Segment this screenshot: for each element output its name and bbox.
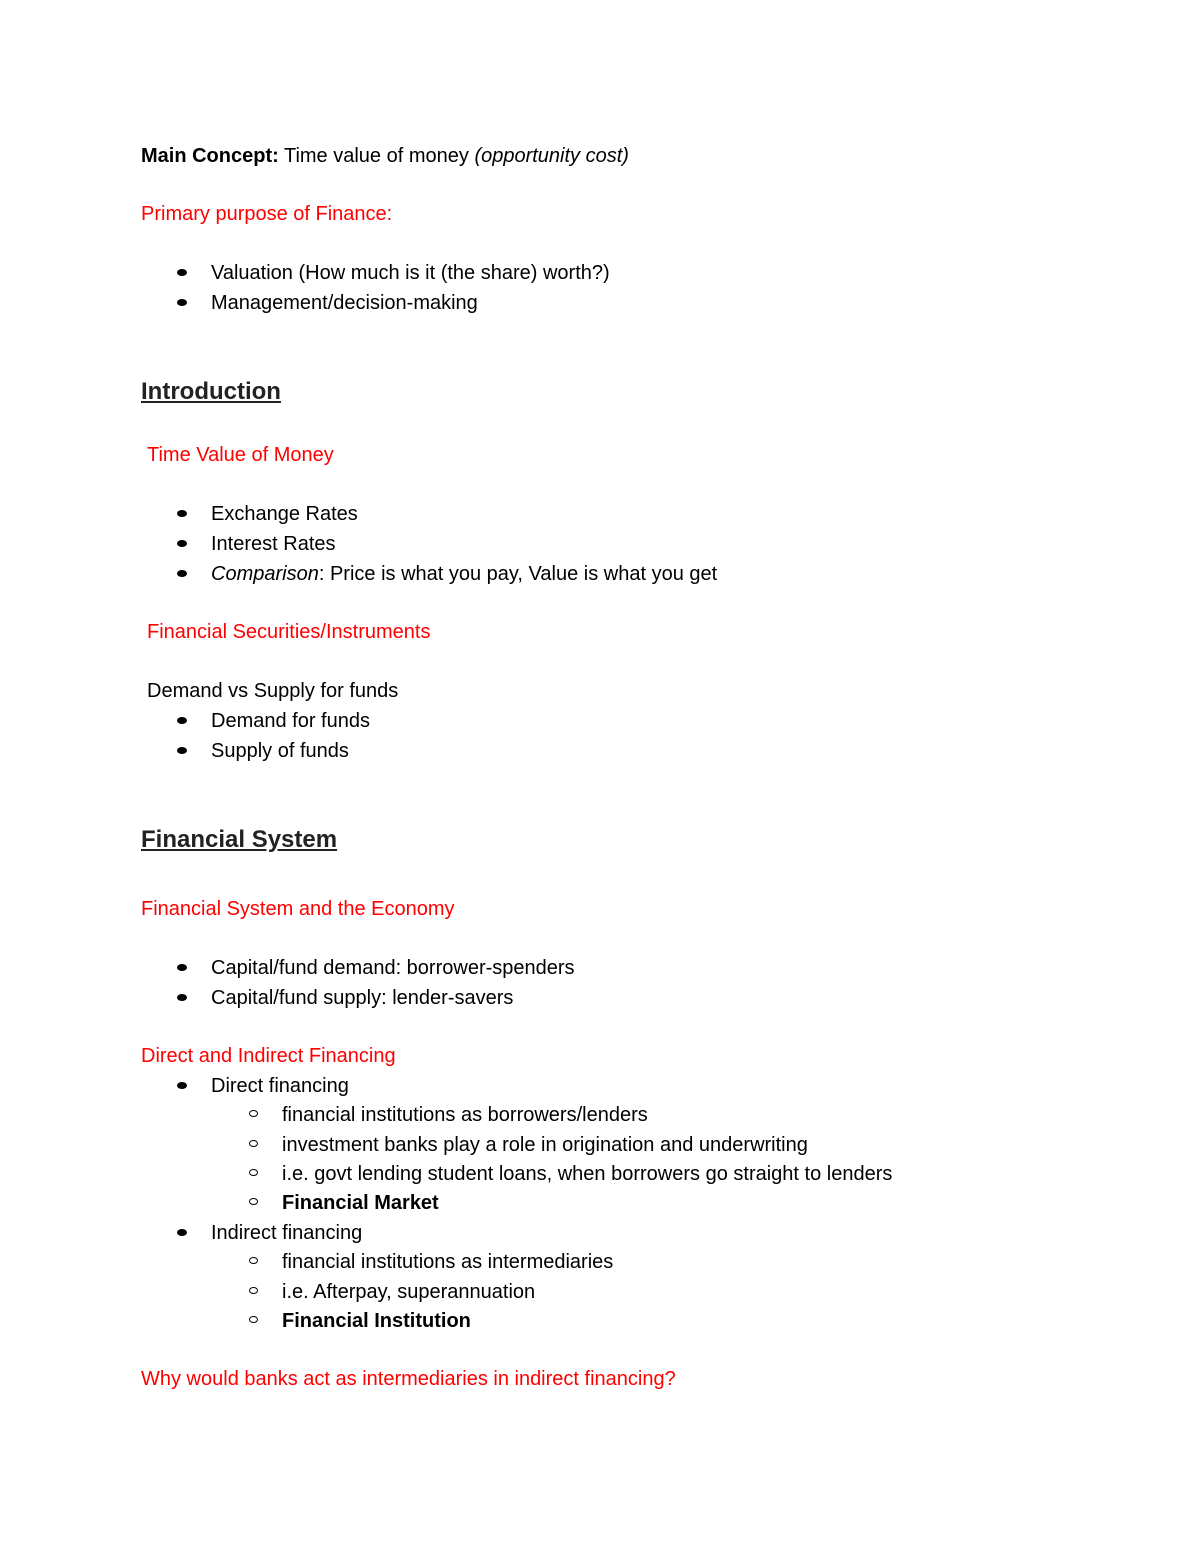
hollow-bullet-icon bbox=[249, 1110, 258, 1117]
main-concept-line bbox=[141, 146, 629, 166]
securities-title: Financial Securities/Instruments bbox=[147, 621, 431, 643]
main-concept-label: Main Concept: bbox=[141, 145, 279, 167]
list-item: Demand for funds bbox=[211, 710, 370, 732]
bullet-icon bbox=[177, 570, 187, 577]
bullet-icon bbox=[177, 747, 187, 754]
list-item: Management/decision-making bbox=[211, 292, 478, 314]
bullet-icon bbox=[177, 717, 187, 724]
financing-title: Direct and Indirect Financing bbox=[141, 1045, 396, 1067]
financial-system-heading: Financial System bbox=[141, 826, 338, 853]
sub-list-item: financial institutions as borrowers/lenders bbox=[282, 1104, 648, 1126]
bullet-icon bbox=[177, 510, 187, 517]
bullet-icon bbox=[177, 1082, 187, 1089]
list-item-direct: Direct financing bbox=[211, 1075, 349, 1097]
hollow-bullet-icon bbox=[249, 1316, 258, 1323]
list-item: Exchange Rates bbox=[211, 503, 358, 525]
hollow-bullet-icon bbox=[249, 1169, 258, 1176]
hollow-bullet-icon bbox=[249, 1198, 258, 1205]
demand-supply-title: Demand vs Supply for funds bbox=[147, 680, 399, 702]
question-text: Why would banks act as intermediaries in indirect financing? bbox=[141, 1368, 676, 1390]
bullet-icon bbox=[177, 269, 187, 276]
bullet-icon bbox=[177, 299, 187, 306]
introduction-heading: Introduction bbox=[141, 378, 281, 405]
tvm-title: Time Value of Money bbox=[147, 444, 334, 466]
hollow-bullet-icon bbox=[249, 1287, 258, 1294]
hollow-bullet-icon bbox=[249, 1257, 258, 1264]
sub-list-item: i.e. Afterpay, superannuation bbox=[282, 1281, 536, 1303]
comparison-label: Comparison bbox=[211, 563, 319, 585]
economy-title: Financial System and the Economy bbox=[141, 898, 455, 920]
list-item-indirect: Indirect financing bbox=[211, 1222, 363, 1244]
list-item: Capital/fund demand: borrower-spenders bbox=[211, 957, 575, 979]
primary-purpose-title: Primary purpose of Finance: bbox=[141, 203, 393, 225]
sub-list-item: i.e. govt lending student loans, when borrowers go straight to lenders bbox=[282, 1163, 893, 1185]
sub-list-item-bold: Financial Institution bbox=[282, 1310, 471, 1332]
list-item-comparison bbox=[211, 564, 717, 584]
sub-list-item: financial institutions as intermediaries bbox=[282, 1251, 614, 1273]
main-concept-italic: (opportunity cost) bbox=[474, 145, 629, 167]
bullet-icon bbox=[177, 964, 187, 971]
sub-list-item-bold: Financial Market bbox=[282, 1192, 439, 1214]
list-item: Valuation (How much is it (the share) worth?) bbox=[211, 262, 610, 284]
sub-list-item: investment banks play a role in origination and underwriting bbox=[282, 1134, 808, 1156]
hollow-bullet-icon bbox=[249, 1140, 258, 1147]
list-item: Supply of funds bbox=[211, 740, 349, 762]
list-item: Capital/fund supply: lender-savers bbox=[211, 987, 514, 1009]
bullet-icon bbox=[177, 1229, 187, 1236]
main-concept-text: Time value of money bbox=[278, 145, 475, 167]
bullet-icon bbox=[177, 994, 187, 1001]
list-item: Interest Rates bbox=[211, 533, 336, 555]
comparison-text: : Price is what you pay, Value is what you get bbox=[318, 563, 718, 585]
bullet-icon bbox=[177, 540, 187, 547]
